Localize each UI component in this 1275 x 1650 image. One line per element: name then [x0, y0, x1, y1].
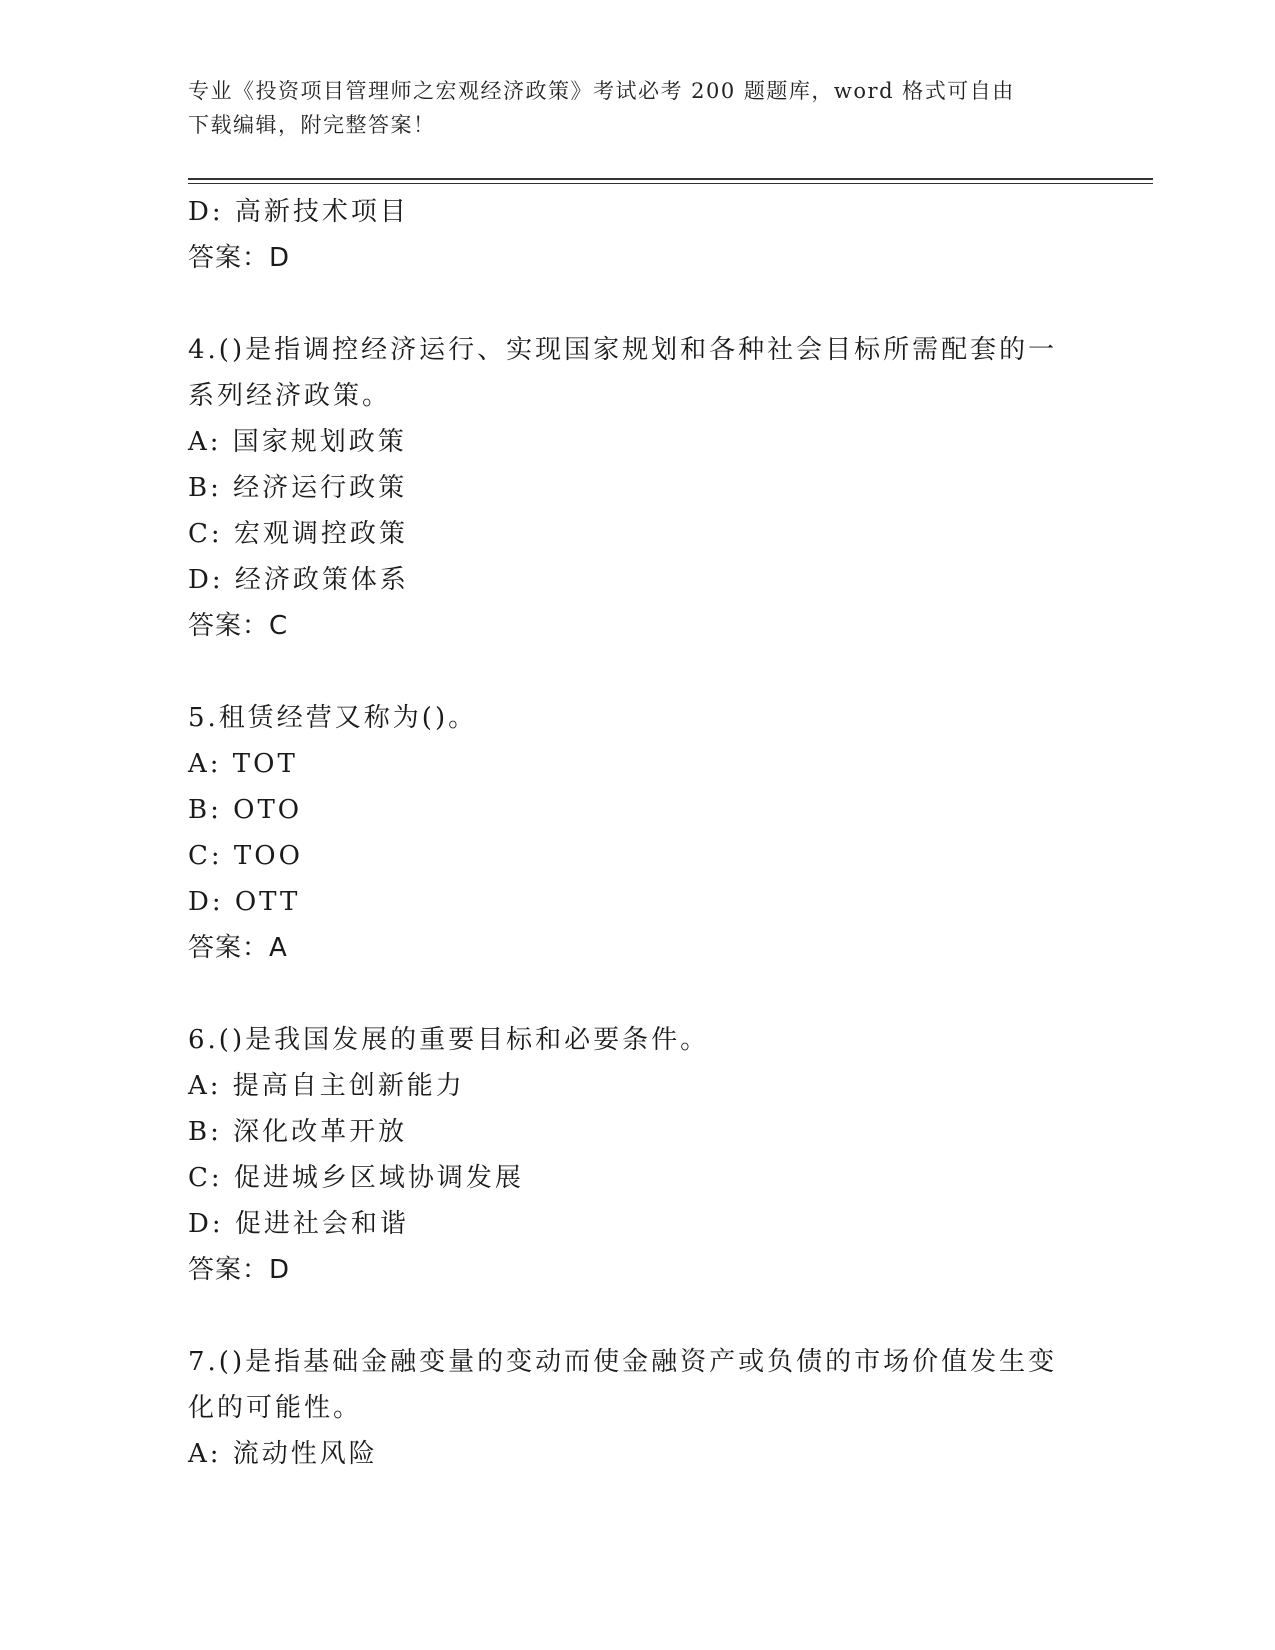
option-a: A: 国家规划政策	[188, 427, 407, 457]
option-d: D: 高新技术项目	[188, 197, 409, 227]
option-b: B: 深化改革开放	[188, 1117, 408, 1147]
option-a: A: 流动性风险	[188, 1439, 378, 1469]
answer-line: 答案：D	[188, 243, 291, 273]
option-c: C: TOO	[188, 841, 303, 871]
question-5	[188, 695, 1068, 971]
option-c: C: 促进城乡区域协调发展	[188, 1163, 524, 1193]
answer-line: 答案：D	[188, 1255, 291, 1285]
option-a: A: 提高自主创新能力	[188, 1071, 465, 1101]
header-rule-thin	[188, 183, 1153, 184]
option-d: D: OTT	[188, 887, 301, 917]
header-line-1: 专业《投资项目管理师之宏观经济政策》考试必考 200 题题库，word 格式可自由	[188, 79, 1015, 103]
document-header	[188, 74, 1068, 142]
option-c: C: 宏观调控政策	[188, 519, 408, 549]
question-3-tail	[188, 189, 1068, 281]
question-7	[188, 1339, 1068, 1477]
option-b: B: OTO	[188, 795, 303, 825]
answer-line: 答案：A	[188, 933, 288, 963]
question-stem-continued: 系列经济政策。	[188, 381, 392, 411]
option-d: D: 经济政策体系	[188, 565, 409, 595]
header-line-2: 下载编辑，附完整答案！	[188, 113, 436, 137]
answer-line: 答案：C	[188, 611, 289, 641]
question-6	[188, 1017, 1068, 1293]
question-stem: 6.()是我国发展的重要目标和必要条件。	[188, 1025, 710, 1055]
option-a: A: TOT	[188, 749, 298, 779]
question-list	[188, 189, 1068, 1477]
question-4	[188, 327, 1068, 649]
header-rule-thick	[188, 178, 1153, 180]
option-b: B: 经济运行政策	[188, 473, 408, 503]
option-d: D: 促进社会和谐	[188, 1209, 409, 1239]
question-stem: 4.()是指调控经济运行、实现国家规划和各种社会目标所需配套的一	[188, 335, 1058, 365]
question-stem: 5.租赁经营又称为()。	[188, 703, 478, 733]
question-stem-continued: 化的可能性。	[188, 1393, 363, 1423]
question-stem: 7.()是指基础金融变量的变动而使金融资产或负债的市场价值发生变	[188, 1347, 1058, 1377]
